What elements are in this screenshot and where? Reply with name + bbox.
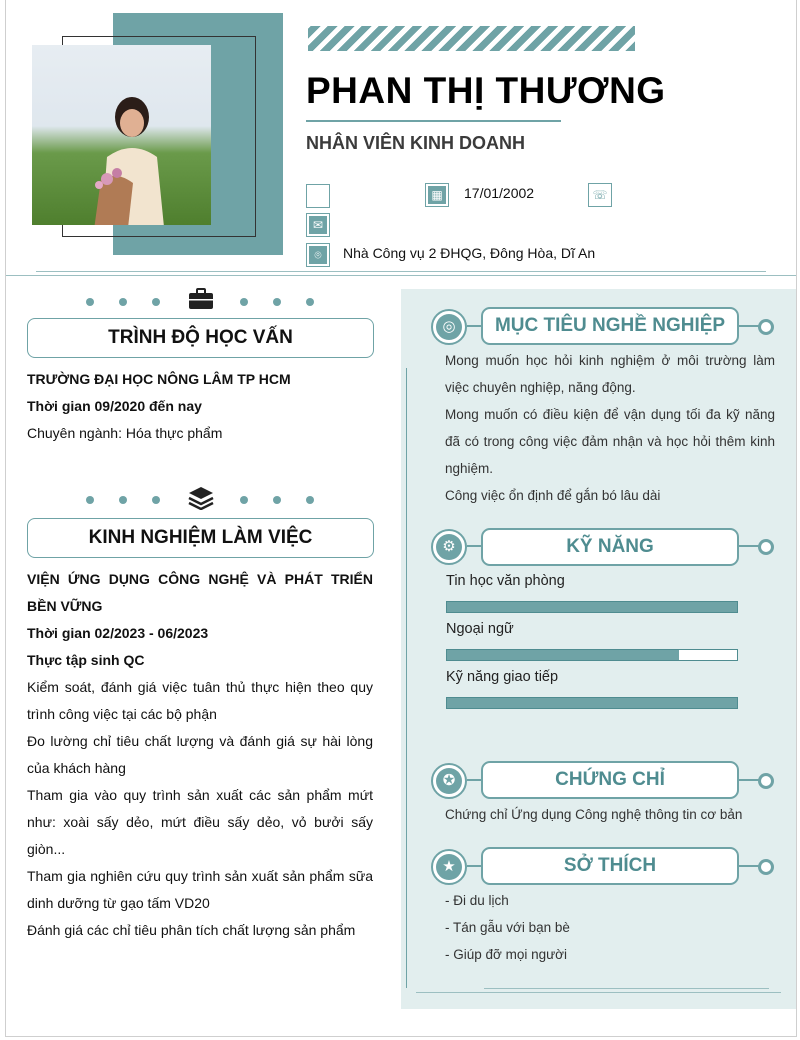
hobby-item: - Đi du lịch bbox=[445, 893, 509, 908]
hobby-item: - Tán gẫu với bạn bè bbox=[445, 920, 570, 935]
objective-line: Mong muốn học hỏi kinh nghiệm ở môi trường làm việc chuyên nghiệp, năng động. bbox=[445, 353, 775, 395]
phone-box bbox=[306, 184, 330, 208]
hobby-item: - Giúp đỡ mọi người bbox=[445, 947, 568, 962]
star-icon: ★ bbox=[431, 849, 467, 885]
skill-bar-fill bbox=[447, 650, 679, 660]
mail-icon: ✉ bbox=[306, 213, 330, 237]
experience-role: Thực tập sinh QC bbox=[27, 652, 145, 668]
skill-label: Kỹ năng giao tiếp bbox=[446, 669, 559, 685]
skill-bar-fill bbox=[447, 602, 737, 612]
skill-bar bbox=[446, 649, 738, 661]
candidate-name: PHAN THỊ THƯƠNG bbox=[306, 70, 666, 111]
education-heading: TRÌNH ĐỘ HỌC VẤN bbox=[27, 318, 374, 358]
header-divider-inner bbox=[36, 271, 766, 272]
skill-bar-fill bbox=[447, 698, 737, 708]
objective-heading: MỤC TIÊU NGHỀ NGHIỆP bbox=[481, 307, 739, 345]
decorative-stripes bbox=[308, 26, 635, 51]
experience-period: Thời gian 02/2023 - 06/2023 bbox=[27, 625, 209, 641]
footer-divider bbox=[416, 992, 781, 993]
certificate-text: Chứng chỉ Ứng dụng Công nghệ thông tin cơ bản bbox=[445, 807, 743, 822]
location-icon: ⌾ bbox=[306, 243, 330, 267]
phone-icon: ☏ bbox=[588, 183, 612, 207]
skill-label: Ngoại ngữ bbox=[446, 621, 514, 637]
objective-body bbox=[445, 347, 775, 509]
education-major: Chuyên ngành: Hóa thực phẩm bbox=[27, 425, 223, 441]
education-period: Thời gian 09/2020 đến nay bbox=[27, 398, 202, 414]
skills-heading: KỸ NĂNG bbox=[481, 528, 739, 566]
skill-bar bbox=[446, 601, 738, 613]
objective-line: Công việc ổn định để gắn bó lâu dài bbox=[445, 488, 661, 503]
medal-icon: ✪ bbox=[431, 763, 467, 799]
task-item: Kiểm soát, đánh giá việc tuân thủ thực hiện theo quy trình công việc tại các bộ phận bbox=[27, 679, 373, 722]
task-item: Tham gia vào quy trình sản xuất các sản phẩm mứt như: xoài sấy dẻo, mứt điều sấy dẻo, vỏ bưởi sấy giòn... bbox=[27, 787, 373, 857]
experience-body bbox=[27, 566, 373, 944]
school-name: TRƯỜNG ĐẠI HỌC NÔNG LÂM TP HCM bbox=[27, 371, 291, 387]
right-panel-line bbox=[406, 368, 407, 988]
layers-icon bbox=[188, 486, 214, 512]
cv-page bbox=[5, 0, 797, 1037]
person-figure bbox=[87, 87, 177, 225]
task-item: Đánh giá các chỉ tiêu phân tích chất lượng sản phẩm bbox=[27, 922, 356, 938]
address: Nhà Công vụ 2 ĐHQG, Đông Hòa, Dĩ An bbox=[343, 245, 596, 261]
skill-bar bbox=[446, 697, 738, 709]
profile-photo bbox=[32, 45, 211, 225]
task-item: Tham gia nghiên cứu quy trình sản xuất sản phẩm sữa dinh dưỡng từ gạo tấm VD20 bbox=[27, 868, 373, 911]
briefcase-icon bbox=[188, 288, 214, 314]
target-icon: ◎ bbox=[431, 309, 467, 345]
education-body bbox=[27, 366, 373, 447]
hobbies-heading: SỞ THÍCH bbox=[481, 847, 739, 885]
birthdate: 17/01/2002 bbox=[464, 185, 535, 201]
gear-icon: ⚙ bbox=[431, 529, 467, 565]
experience-heading: KINH NGHIỆM LÀM VIỆC bbox=[27, 518, 374, 558]
company-name: VIỆN ỨNG DỤNG CÔNG NGHỆ VÀ PHÁT TRIỂN BỀN VỮNG bbox=[27, 571, 373, 614]
name-underline bbox=[306, 120, 561, 122]
job-title: NHÂN VIÊN KINH DOANH bbox=[306, 133, 526, 153]
task-item: Đo lường chỉ tiêu chất lượng và đánh giá sự hài lòng của khách hàng bbox=[27, 733, 373, 776]
hobbies-list bbox=[445, 887, 775, 968]
calendar-icon: ▦ bbox=[425, 183, 449, 207]
footer-divider-inner bbox=[484, 988, 769, 989]
objective-line: Mong muốn có điều kiện để vận dụng tối đa kỹ năng đã có trong công việc đảm nhận và học hỏi thêm kinh nghiệm. bbox=[445, 407, 775, 476]
certificates-heading: CHỨNG CHỈ bbox=[481, 761, 739, 799]
skill-label: Tin học văn phòng bbox=[446, 573, 565, 589]
header-divider bbox=[6, 275, 796, 276]
